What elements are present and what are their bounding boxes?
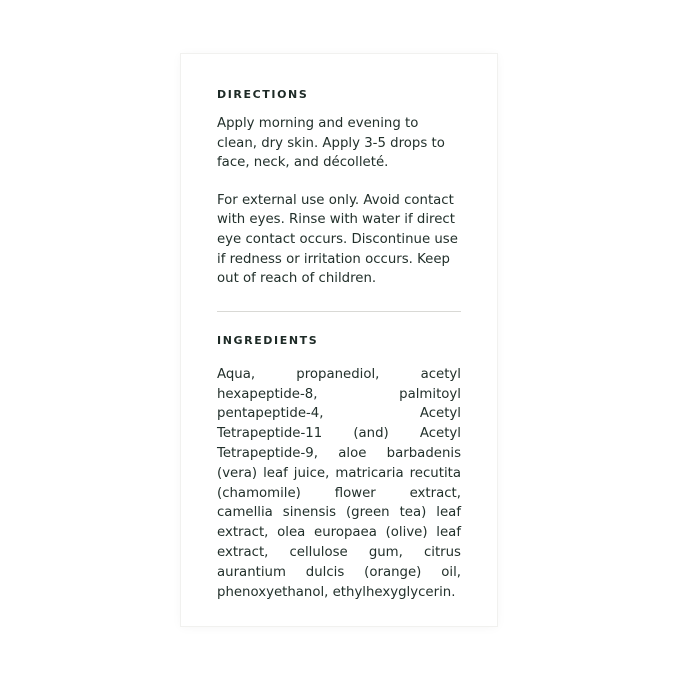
directions-section [217, 88, 461, 289]
section-divider [217, 311, 461, 312]
directions-paragraph-1: Apply morning and evening to clean, dry skin. Apply 3-5 drops to face, neck, and décolleté. [217, 116, 445, 171]
product-label-card [181, 54, 497, 626]
directions-paragraph-2: For external use only. Avoid contact with eyes. Rinse with water if direct eye contact occurs. Discontinue use if redness or irritation occurs. Keep out of reach of children. [217, 192, 458, 287]
ingredients-heading: INGREDIENTS [217, 333, 319, 347]
ingredients-section [217, 334, 461, 603]
ingredients-list-text: Aqua, propanediol, acetyl hexapeptide-8, palmitoyl pentapeptide-4, Acetyl Tetrapeptide-11 (and) Acetyl Tetrapeptide-9, aloe barbadenis (vera) leaf juice, matricaria recutita (chamomile) flower extract, camellia sinensis (green tea) leaf extract, olea europaea (olive) leaf extract, cellulose gum, citrus aurantium dulcis (orange) oil, phenoxyethanol, ethylhexyglycerin. [217, 366, 461, 600]
label-content [181, 54, 497, 602]
directions-heading: DIRECTIONS [217, 88, 309, 101]
